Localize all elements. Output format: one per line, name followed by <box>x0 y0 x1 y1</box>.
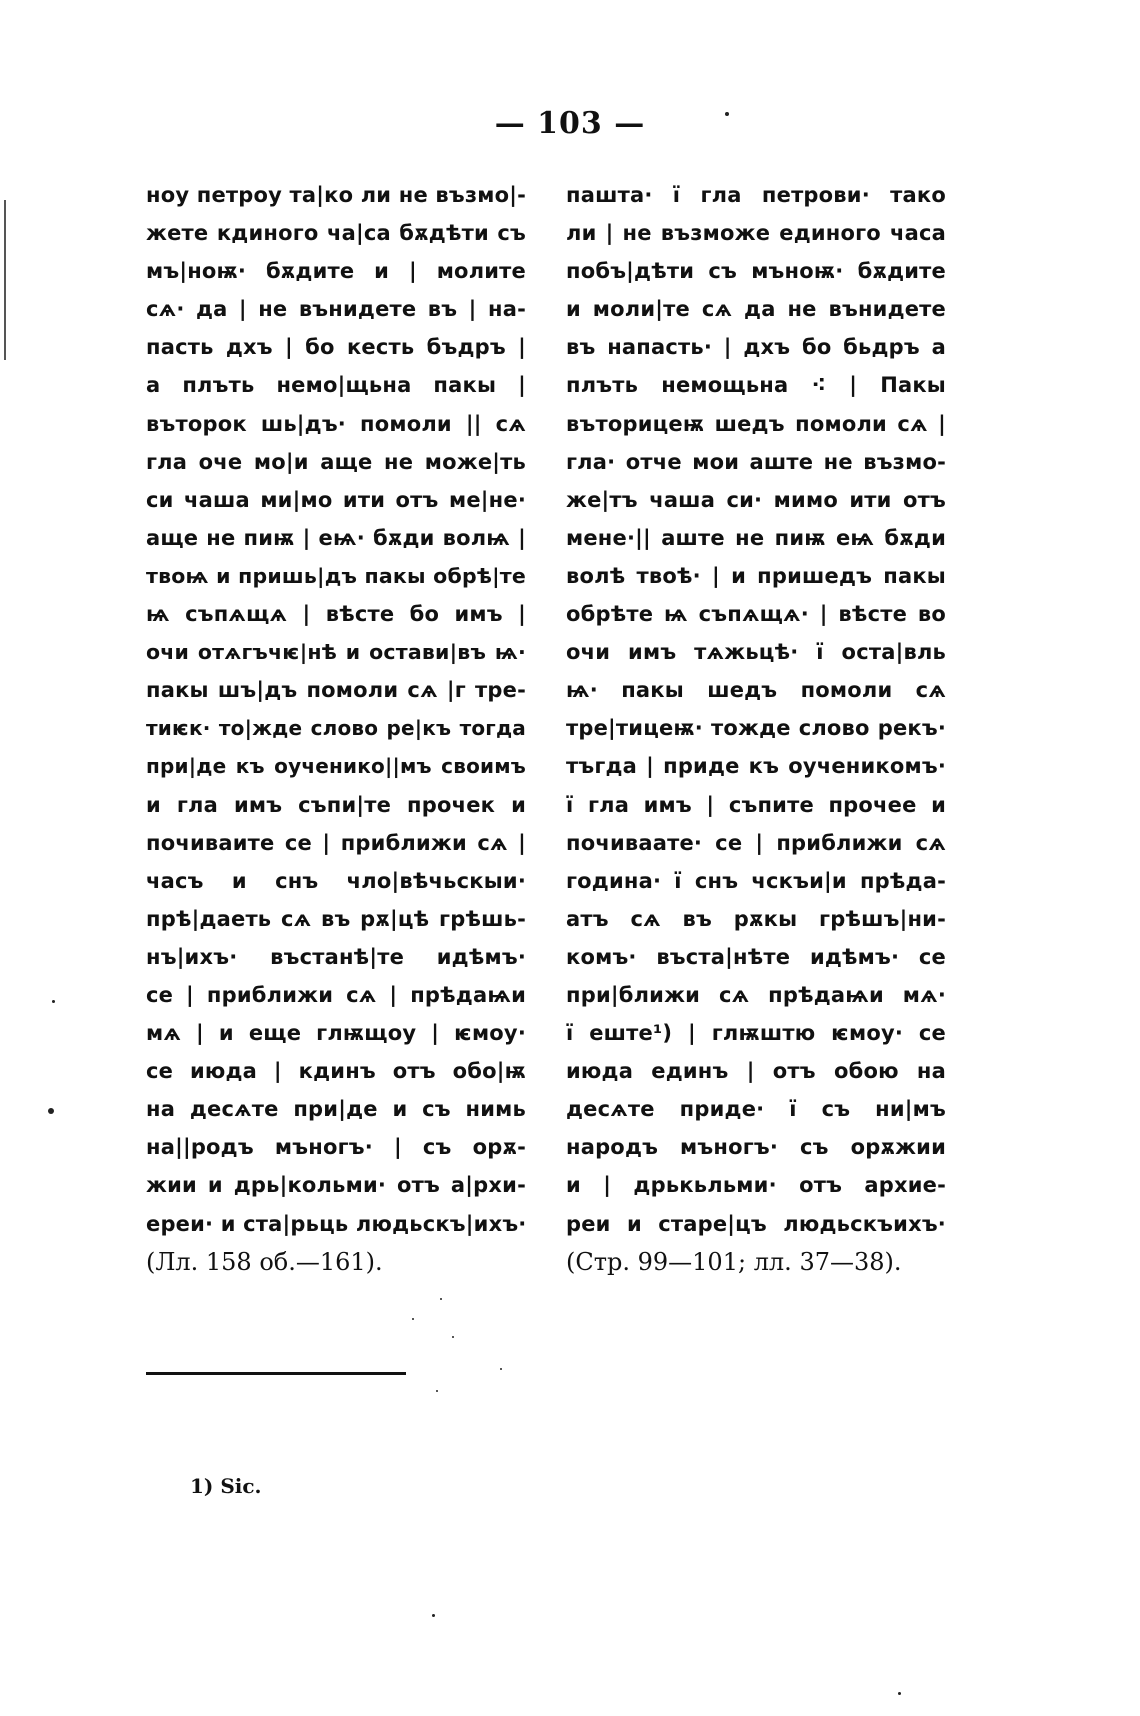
footnote: 1) Sic. <box>190 1474 262 1498</box>
text-line: ѩ съпѧщѧ | вѣсте бо имъ | <box>146 602 526 627</box>
text-line: мене·|| аште не пиѭ еѩ бѫди <box>566 525 946 550</box>
text-line: побъ|дѣти съ мъноѭ· бѫдите <box>566 259 946 284</box>
page-number: — 103 — <box>494 106 646 141</box>
text-line: почиваате· се | приближи сѧ <box>566 830 946 855</box>
scan-speck <box>898 1692 901 1695</box>
text-line: народъ мъногъ· съ орѫжии <box>566 1135 946 1160</box>
text-line: се июда | кдинъ отъ обо|ѭ <box>146 1059 526 1084</box>
text-line: мѧ | и еще глѭщоу | ѥмоу· <box>146 1021 526 1046</box>
text-line: се | приближи сѧ | прѣдаѩи <box>146 982 526 1007</box>
text-line: плъть немощьна ⁖ | Пакы <box>566 373 946 398</box>
text-line: обрѣте ѩ съпѧщѧ· | вѣсте во <box>566 602 946 627</box>
text-line: нъ|ихъ· въстанѣ|те идѣмъ· <box>146 944 526 969</box>
text-line: и | дрькьльми· отъ архие- <box>566 1173 946 1198</box>
text-line: и гла имъ съпи|те прочек и <box>146 792 526 817</box>
text-line: въ напасть· | дхъ бо бьдръ а <box>566 335 946 360</box>
right-column <box>566 176 946 1281</box>
text-line: пакы шъ|дъ помоли сѧ |г тре- <box>146 678 526 703</box>
text-line: очи имъ тѧжьцѣ· ї оста|вль <box>566 640 946 665</box>
text-line: волѣ твоѣ· | и пришедъ пакы <box>566 563 946 588</box>
footnote-divider <box>146 1372 406 1375</box>
text-line: часъ и снъ чло|вѣчьскыи· <box>146 868 526 893</box>
text-line: десѧте приде· ї съ ни|мъ <box>566 1097 946 1122</box>
text-line: въторок шь|дъ· помоли || сѧ <box>146 411 526 436</box>
text-line: атъ сѧ въ рѫкы грѣшъ|ни- <box>566 906 946 931</box>
scan-speck <box>48 1108 54 1114</box>
text-line: же|тъ чаша си· мимо ити отъ <box>566 487 946 512</box>
text-line: жете кдиного ча|са бѫдѣти съ <box>146 221 526 246</box>
text-line: мъ|ноѭ· бѫдите и | молите <box>146 259 526 284</box>
text-line: ї гла имъ | съпите прочее и <box>566 792 946 817</box>
text-line: сѧ· да | не вънидете въ | на- <box>146 297 526 322</box>
text-line: на||родъ мъногъ· | съ орѫ- <box>146 1135 526 1160</box>
text-line: (Лл. 158 об.—161). <box>146 1247 383 1276</box>
text-line: пасть дхъ | бо кесть бъдръ | <box>146 335 526 360</box>
text-line: на десѧте при|де и съ нимь <box>146 1097 526 1122</box>
scan-speck <box>452 1336 454 1338</box>
text-line: въторицеѭ шедъ помоли сѧ | <box>566 411 946 436</box>
text-line: си чаша ми|мо ити отъ ме|не· <box>146 487 526 512</box>
scan-speck <box>436 1390 438 1392</box>
text-line: гла оче мо|и аще не може|ть <box>146 449 526 474</box>
scan-speck <box>412 1318 414 1320</box>
text-line: и моли|те сѧ да не вънидете <box>566 297 946 322</box>
text-line: ї еште¹) | глѭштю ѥмоу· се <box>566 1021 946 1046</box>
text-line: аще не пиѭ | еѩ· бѫди волѩ | <box>146 525 526 550</box>
scan-speck <box>432 1614 435 1617</box>
left-column <box>146 176 526 1281</box>
margin-scan-mark <box>4 200 6 360</box>
text-line: ереи· и ста|рьць людьскъ|ихъ· <box>146 1211 527 1236</box>
scan-speck <box>52 1000 55 1003</box>
text-line: гла· отче мои аште не възмо- <box>566 449 946 474</box>
scan-speck <box>725 112 729 116</box>
scan-speck <box>440 1298 442 1300</box>
text-line: (Стр. 99—101; лл. 37—38). <box>566 1247 902 1276</box>
text-line: а плъть немо|щьна пакы | <box>146 373 526 398</box>
text-line: прѣ|даеть сѧ въ рѫ|цѣ грѣшь- <box>146 906 526 931</box>
text-line: почиваите се | приближи сѧ | <box>146 830 526 855</box>
text-line: при|ближи сѧ прѣдаѩи мѧ· <box>566 982 946 1007</box>
text-line: тъгда | приде къ оученикомъ· <box>566 754 946 779</box>
text-line: ѩ· пакы шедъ помоли сѧ <box>566 678 946 703</box>
text-line: комъ· въста|нѣте идѣмъ· се <box>566 944 946 969</box>
text-line: ноу петроу та|ко ли не възмо|- <box>146 183 527 207</box>
text-line: тиѥк· то|жде слово ре|къ тогда <box>146 716 526 741</box>
text-line: реи и старе|цъ людьскъихъ· <box>566 1211 946 1236</box>
text-line: при|де къ оученико||мъ своимъ <box>146 754 526 779</box>
text-line: июда единъ | отъ обою на <box>566 1059 946 1084</box>
text-line: пашта· ї гла петрови· тако <box>566 183 946 207</box>
text-line: ли | не възможе единого часа <box>566 221 946 246</box>
text-line: година· ї снъ чскъи|и прѣда- <box>566 868 946 893</box>
text-line: твоѩ и пришь|дъ пакы обрѣ|те <box>146 563 526 588</box>
text-line: жии и дрь|кольми· отъ а|рхи- <box>146 1173 526 1198</box>
scan-speck <box>500 1368 502 1370</box>
text-line: тре|тицеѭ· тожде слово рекъ· <box>566 716 946 741</box>
text-line: очи отѧгъчѥ|нѣ и остави|въ ѩ· <box>146 640 526 665</box>
